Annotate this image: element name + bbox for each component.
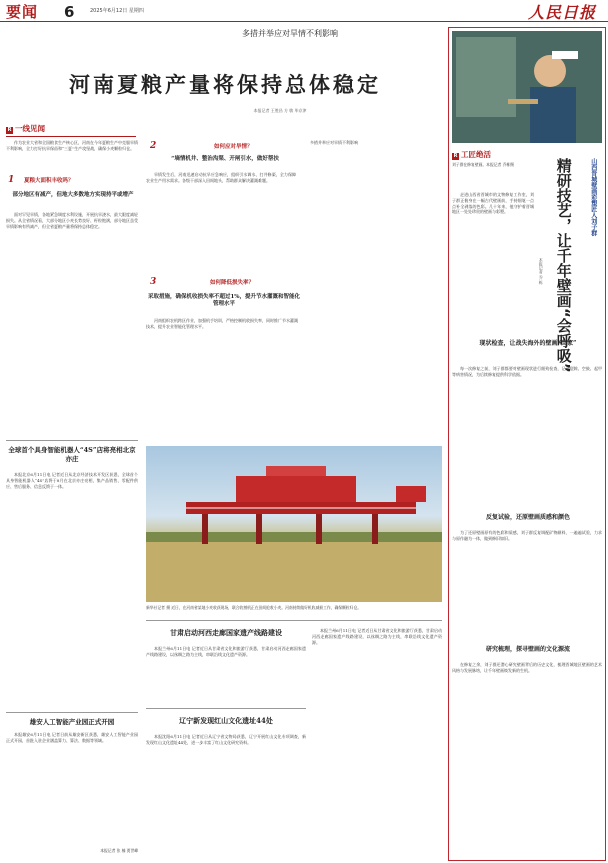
feature-section-label: R 工匠绝活 [453,150,491,159]
feature-subhead-2: 反复试验，还原壁画质感和颜色 [485,514,570,521]
feature-subhead-1: 现状检查，让战失海外的壁画“回家” [479,340,577,347]
harvester-illustration [146,446,442,602]
section-marker-icon: R [453,153,458,159]
robot-store-headline: 全球首个具身智能机器人“4S”店将亮相北京亦庄 [8,446,136,463]
feature-byline: 本报记者 乔 栋 [538,258,544,285]
question-3-head: 如何降低损失率？ [210,280,255,286]
hongshan-culture-headline: 辽宁新发现红山文化遗址44处 [179,716,273,725]
question-1-subhead: 部分地区有减产，但地大多数地方实现持平或增产 [12,192,134,198]
question-1-body: 面对罕见旱情，各地紧急调度水利设施，开展抗旱浇水，最大限度减轻损失。从全省情况看，大部分地区小麦长势良好、籽粒饱满，部分地区虽受旱情影响有所减产，但全省夏粮产量将保持总体稳定。 [6,212,138,229]
question-3-body: 河南组织农机跨区作业，加强机手培训，严格控制机收损失率，同时推广节水灌溉技术，提升农业智能化管理水平。 [146,318,298,329]
section-name: 要闻 [6,3,39,21]
divider [6,440,138,441]
lead-continued: 多措并举应对旱情不利影响 [310,140,358,145]
section-marker-icon: R [7,127,12,133]
lead-byline: 本报记者 王胜昌 方 敏 毕京津 [253,108,307,113]
question-3-subhead: 采取措施，确保机收损失率不超过1%，提升节水灌溉和智能化管理水平 [147,294,301,308]
frontline-intro: 作为农业大省和全国粮食生产核心区，河南在今年夏粮生产中克服旱情不利影响，全力打好抗旱保苗和“三夏”生产攻坚战，确保小麦颗粒归仓。 [6,140,138,151]
publication-date: 2025年6月12日 星期四 [90,8,144,14]
feature-body-3: 在修复之余，刘子群还潜心研究壁画背后的历史文化，梳理晋城地区壁画的艺术风格与发展脉络，让千年壁画焕发新的生机。 [452,662,602,673]
xiongan-ai-park-body: 本报雄安6月11日电 记者日前从雄安新区获悉，雄安人工智能产业园正式开园，首批入驻企业涵盖算力、算法、数据等领域。 [6,732,138,743]
xiongan-ai-park-headline: 雄安人工智能产业园正式开园 [29,718,115,726]
feature-subhead-3: 研究梳理，探寻壁画的文化源流 [485,646,570,653]
question-2-body: 旱情发生后，河南迅速启动抗旱应急响应，组织引水调水、打井修渠，全力保障农业生产用水需求。各级干部深入田间地头，帮助群众解决灌溉难题。 [146,172,296,183]
page-number: 6 [64,3,75,21]
hongshan-culture-continued: 本报兰州6月11日电 记者近日从甘肃省文化和旅游厅获悉，甘肃启动河西走廊国家遗产线路建设，以丝绸之路为主线，串联沿线文化遗产资源。 [312,628,442,645]
question-number-3: 3 [150,277,157,287]
divider [146,708,306,709]
lead-headline: 河南夏粮产量将保持总体稳定 [69,73,381,97]
lead-kicker: 多措并举应对旱情不利影响 [242,29,338,38]
page-header [0,0,608,22]
question-number-1: 1 [8,175,15,185]
masthead-logo: 人民日报 [527,3,596,22]
feature-body-1: 每一次修复之前，刘子群都要对壁画现状进行细致检查，记录裂隙、空鼓、起甲等病害情况，为后续修复提供科学依据。 [452,366,602,377]
hexi-corridor-body: 本报兰州6月11日电 记者近日从甘肃省文化和旅游厅获悉，甘肃启动河西走廊国家遗产线路建设，以丝绸之路为主线，串联沿线文化遗产资源。 [146,646,306,657]
question-2-head: 如何应对旱情？ [214,144,253,150]
divider [6,712,138,713]
feature-intro: 走进山西省晋城市的文物修复工作室，刘子群正俯身在一幅古代壁画前，手持细笔一点点补全剥落的色彩。几十年来，他守护着晋城地区一处处珍贵的壁画与彩塑。 [452,192,534,215]
feature-title: 精研技艺，让千年壁画“会呼吸” [554,158,573,373]
section-underline [6,136,136,137]
artisan-photo-caption: 刘子群在修复壁画。本报记者 乔栋摄 [452,162,514,167]
hongshan-culture-body: 本报沈阳6月11日电 记者近日从辽宁省文物局获悉，辽宁开展红山文化专项调查，新发现红山文化遗址44处，进一步丰富了红山文化研究资料。 [146,734,306,745]
question-2-subhead: “墒情机井、整治沟渠、开闸引水，做好帮扶 [171,156,279,162]
artisan-illustration [452,31,602,143]
feature-subtitle: 山西晋城壁画彩塑匠人刘子群 [589,158,597,236]
question-number-2: 2 [150,141,157,151]
question-1-head: 夏粮大面积丰收吗？ [24,178,74,184]
hexi-corridor-headline: 甘肃启动河西走廊国家遗产线路建设 [170,628,282,637]
harvest-photo-caption: 新华社记者 摄 近日，在河南省某地小麦收获现场，联合收割机正在田间抢收小麦。河南持续做好机收减损工作，确保颗粒归仓。 [146,605,362,610]
divider [146,620,442,621]
xiongan-byline: 本报记者 张 楠 贾世峰 [100,848,138,853]
section-label-frontline: R 一线见闻 [7,124,45,133]
harvest-photo [146,446,442,602]
artisan-photo [452,31,602,143]
feature-body-2: 为了还原壁画原有的色彩和质感，刘子群反复调配矿物颜料，一遍遍试验，力求与原作融为一体，做到修旧如旧。 [452,530,602,541]
robot-store-body: 本报北京6月11日电 记者近日从北京经济技术开发区获悉，全球首个具身智能机器人“4S”店将于8月在北京亦庄亮相，集产品销售、零配件供应、售后服务、信息反馈于一体。 [6,472,138,489]
